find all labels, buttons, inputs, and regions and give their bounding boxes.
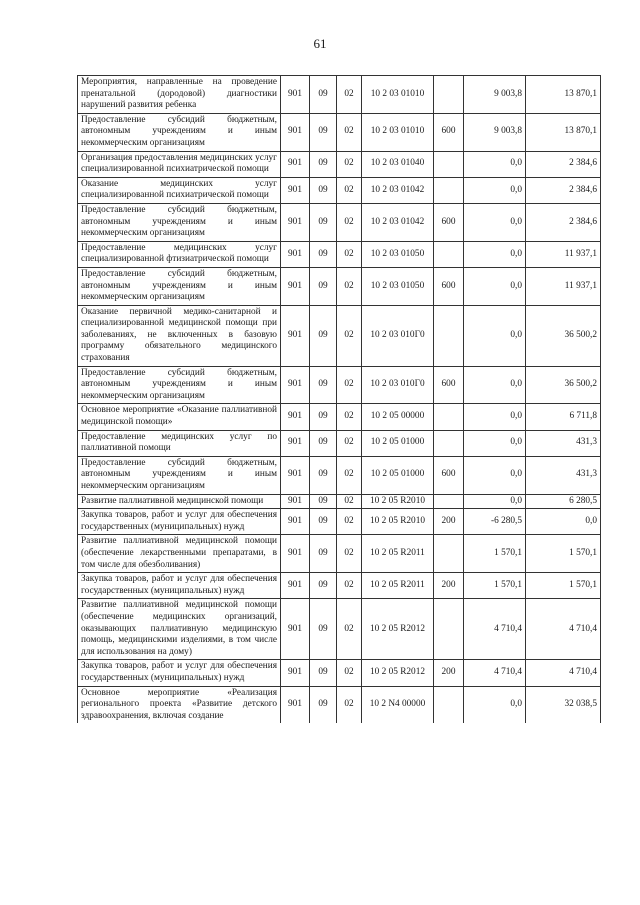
cell-name: Закупка товаров, работ и услуг для обеспечения государственных (муниципальных) нужд (78, 509, 281, 535)
cell-change-amount: 0,0 (464, 686, 526, 723)
cell-section-code: 09 (310, 305, 337, 366)
cell-section-code: 09 (310, 177, 337, 203)
cell-change-amount: 0,0 (464, 267, 526, 305)
table-row (78, 686, 601, 723)
cell-target-article: 10 2 03 01010 (362, 113, 434, 151)
cell-target-article: 10 2 03 01042 (362, 177, 434, 203)
cell-subsection-code: 02 (337, 203, 362, 241)
cell-target-article: 10 2 03 01050 (362, 267, 434, 305)
cell-change-amount: 4 710,4 (464, 660, 526, 686)
cell-subsection-code: 02 (337, 113, 362, 151)
cell-total-amount: 0,0 (526, 509, 601, 535)
cell-target-article: 10 2 05 R2012 (362, 599, 434, 660)
cell-name: Организация предоставления медицинских услуг специализированной психиатрической помощи (78, 151, 281, 177)
table-row (78, 535, 601, 573)
cell-expense-type (434, 305, 464, 366)
cell-subsection-code: 02 (337, 430, 362, 456)
cell-change-amount: 1 570,1 (464, 573, 526, 599)
cell-expense-type: 200 (434, 573, 464, 599)
cell-subsection-code: 02 (337, 686, 362, 723)
cell-subsection-code: 02 (337, 177, 362, 203)
cell-total-amount: 2 384,6 (526, 151, 601, 177)
cell-ministry-code: 901 (281, 404, 310, 430)
cell-ministry-code: 901 (281, 573, 310, 599)
cell-target-article: 10 2 05 00000 (362, 404, 434, 430)
cell-name: Предоставление медицинских услуг по паллиативной помощи (78, 430, 281, 456)
table-row (78, 203, 601, 241)
cell-ministry-code: 901 (281, 203, 310, 241)
cell-section-code: 09 (310, 151, 337, 177)
table-row (78, 177, 601, 203)
cell-target-article: 10 2 03 010Г0 (362, 305, 434, 366)
cell-total-amount: 1 570,1 (526, 573, 601, 599)
cell-expense-type (434, 686, 464, 723)
cell-section-code: 09 (310, 366, 337, 404)
cell-subsection-code: 02 (337, 151, 362, 177)
cell-ministry-code: 901 (281, 599, 310, 660)
table-row (78, 151, 601, 177)
cell-section-code: 09 (310, 686, 337, 723)
cell-target-article: 10 2 05 01000 (362, 456, 434, 494)
cell-subsection-code: 02 (337, 660, 362, 686)
table-row (78, 509, 601, 535)
cell-target-article: 10 2 03 010Г0 (362, 366, 434, 404)
cell-section-code: 09 (310, 456, 337, 494)
cell-change-amount: 4 710,4 (464, 599, 526, 660)
budget-table (77, 75, 601, 723)
cell-total-amount: 32 038,5 (526, 686, 601, 723)
cell-subsection-code: 02 (337, 267, 362, 305)
cell-ministry-code: 901 (281, 494, 310, 509)
table-row (78, 660, 601, 686)
cell-ministry-code: 901 (281, 430, 310, 456)
cell-target-article: 10 2 03 01050 (362, 241, 434, 267)
cell-change-amount: 0,0 (464, 494, 526, 509)
cell-total-amount: 431,3 (526, 430, 601, 456)
cell-expense-type: 600 (434, 366, 464, 404)
cell-change-amount: 9 003,8 (464, 76, 526, 114)
cell-change-amount: 9 003,8 (464, 113, 526, 151)
cell-subsection-code: 02 (337, 599, 362, 660)
cell-total-amount: 4 710,4 (526, 660, 601, 686)
cell-name: Оказание медицинских услуг специализированной психиатрической помощи (78, 177, 281, 203)
cell-expense-type (434, 430, 464, 456)
cell-target-article: 10 2 05 R2010 (362, 494, 434, 509)
cell-name: Закупка товаров, работ и услуг для обеспечения государственных (муниципальных) нужд (78, 660, 281, 686)
cell-name: Предоставление медицинских услуг специализированной фтизиатрической помощи (78, 241, 281, 267)
cell-subsection-code: 02 (337, 535, 362, 573)
cell-total-amount: 11 937,1 (526, 241, 601, 267)
cell-ministry-code: 901 (281, 535, 310, 573)
cell-name: Предоставление субсидий бюджетным, автономным учреждениям и иным некоммерческим организациям (78, 456, 281, 494)
cell-section-code: 09 (310, 113, 337, 151)
cell-target-article: 10 2 05 R2011 (362, 573, 434, 599)
cell-change-amount: 0,0 (464, 203, 526, 241)
cell-target-article: 10 2 05 R2012 (362, 660, 434, 686)
cell-expense-type: 600 (434, 113, 464, 151)
cell-subsection-code: 02 (337, 456, 362, 494)
cell-change-amount: 0,0 (464, 177, 526, 203)
cell-name: Оказание первичной медико-санитарной и специализированной медицинской помощи при заболеваниях, не включенных в базовую программу обязательного медицинского страхования (78, 305, 281, 366)
cell-name: Развитие паллиативной медицинской помощи (обеспечение лекарственными препаратами, в том числе для обезболивания) (78, 535, 281, 573)
cell-change-amount: -6 280,5 (464, 509, 526, 535)
cell-total-amount: 1 570,1 (526, 535, 601, 573)
cell-change-amount: 0,0 (464, 404, 526, 430)
cell-ministry-code: 901 (281, 267, 310, 305)
cell-total-amount: 431,3 (526, 456, 601, 494)
cell-name: Предоставление субсидий бюджетным, автономным учреждениям и иным некоммерческим организациям (78, 203, 281, 241)
cell-total-amount: 36 500,2 (526, 366, 601, 404)
cell-total-amount: 2 384,6 (526, 177, 601, 203)
cell-subsection-code: 02 (337, 305, 362, 366)
cell-total-amount: 36 500,2 (526, 305, 601, 366)
cell-section-code: 09 (310, 267, 337, 305)
cell-name: Мероприятия, направленные на проведение пренатальной (дородовой) диагностики нарушений развития ребенка (78, 76, 281, 114)
cell-name: Основное мероприятие «Реализация регионального проекта «Развитие детского здравоохранения, включая создание (78, 686, 281, 723)
cell-expense-type (434, 599, 464, 660)
cell-ministry-code: 901 (281, 660, 310, 686)
cell-expense-type: 600 (434, 203, 464, 241)
cell-section-code: 09 (310, 430, 337, 456)
cell-section-code: 09 (310, 573, 337, 599)
cell-expense-type (434, 177, 464, 203)
cell-ministry-code: 901 (281, 113, 310, 151)
cell-expense-type (434, 535, 464, 573)
cell-ministry-code: 901 (281, 151, 310, 177)
cell-expense-type: 600 (434, 267, 464, 305)
cell-name: Предоставление субсидий бюджетным, автономным учреждениям и иным некоммерческим организациям (78, 366, 281, 404)
cell-change-amount: 1 570,1 (464, 535, 526, 573)
cell-total-amount: 11 937,1 (526, 267, 601, 305)
table-row (78, 456, 601, 494)
table-body (78, 76, 601, 724)
page-number: 61 (313, 36, 327, 51)
table-row (78, 599, 601, 660)
cell-change-amount: 0,0 (464, 366, 526, 404)
cell-target-article: 10 2 03 01040 (362, 151, 434, 177)
cell-ministry-code: 901 (281, 177, 310, 203)
cell-expense-type: 600 (434, 456, 464, 494)
cell-target-article: 10 2 05 R2010 (362, 509, 434, 535)
cell-ministry-code: 901 (281, 509, 310, 535)
cell-name: Развитие паллиативной медицинской помощи (обеспечение медицинских организаций, оказывающих паллиативную медицинскую помощь, медицинскими изделиями, в том числе для использования на дому) (78, 599, 281, 660)
table-row (78, 305, 601, 366)
cell-total-amount: 4 710,4 (526, 599, 601, 660)
cell-name: Предоставление субсидий бюджетным, автономным учреждениям и иным некоммерческим организациям (78, 113, 281, 151)
cell-section-code: 09 (310, 599, 337, 660)
cell-ministry-code: 901 (281, 241, 310, 267)
cell-expense-type: 200 (434, 660, 464, 686)
cell-target-article: 10 2 N4 00000 (362, 686, 434, 723)
cell-name: Предоставление субсидий бюджетным, автономным учреждениям и иным некоммерческим организациям (78, 267, 281, 305)
cell-ministry-code: 901 (281, 366, 310, 404)
cell-subsection-code: 02 (337, 573, 362, 599)
table-row (78, 573, 601, 599)
table-row (78, 267, 601, 305)
cell-name: Развитие паллиативной медицинской помощи (78, 494, 281, 509)
cell-total-amount: 13 870,1 (526, 76, 601, 114)
cell-subsection-code: 02 (337, 366, 362, 404)
table-row (78, 494, 601, 509)
cell-subsection-code: 02 (337, 404, 362, 430)
cell-change-amount: 0,0 (464, 430, 526, 456)
cell-target-article: 10 2 05 R2011 (362, 535, 434, 573)
cell-subsection-code: 02 (337, 494, 362, 509)
cell-section-code: 09 (310, 494, 337, 509)
table-row (78, 76, 601, 114)
cell-change-amount: 0,0 (464, 456, 526, 494)
cell-section-code: 09 (310, 509, 337, 535)
cell-section-code: 09 (310, 241, 337, 267)
cell-name: Закупка товаров, работ и услуг для обеспечения государственных (муниципальных) нужд (78, 573, 281, 599)
cell-ministry-code: 901 (281, 456, 310, 494)
cell-total-amount: 6 280,5 (526, 494, 601, 509)
cell-section-code: 09 (310, 404, 337, 430)
cell-ministry-code: 901 (281, 305, 310, 366)
cell-section-code: 09 (310, 76, 337, 114)
cell-total-amount: 2 384,6 (526, 203, 601, 241)
cell-target-article: 10 2 03 01010 (362, 76, 434, 114)
table-row (78, 366, 601, 404)
cell-expense-type (434, 151, 464, 177)
cell-total-amount: 6 711,8 (526, 404, 601, 430)
cell-expense-type (434, 404, 464, 430)
table-row (78, 241, 601, 267)
cell-expense-type (434, 494, 464, 509)
cell-section-code: 09 (310, 660, 337, 686)
cell-target-article: 10 2 05 01000 (362, 430, 434, 456)
cell-section-code: 09 (310, 203, 337, 241)
cell-subsection-code: 02 (337, 76, 362, 114)
cell-total-amount: 13 870,1 (526, 113, 601, 151)
cell-subsection-code: 02 (337, 241, 362, 267)
cell-expense-type: 200 (434, 509, 464, 535)
cell-ministry-code: 901 (281, 76, 310, 114)
cell-name: Основное мероприятие «Оказание паллиативной медицинской помощи» (78, 404, 281, 430)
cell-change-amount: 0,0 (464, 151, 526, 177)
table-row (78, 113, 601, 151)
cell-expense-type (434, 76, 464, 114)
table-row (78, 404, 601, 430)
cell-expense-type (434, 241, 464, 267)
cell-target-article: 10 2 03 01042 (362, 203, 434, 241)
cell-change-amount: 0,0 (464, 241, 526, 267)
cell-ministry-code: 901 (281, 686, 310, 723)
cell-section-code: 09 (310, 535, 337, 573)
cell-subsection-code: 02 (337, 509, 362, 535)
cell-change-amount: 0,0 (464, 305, 526, 366)
table-row (78, 430, 601, 456)
